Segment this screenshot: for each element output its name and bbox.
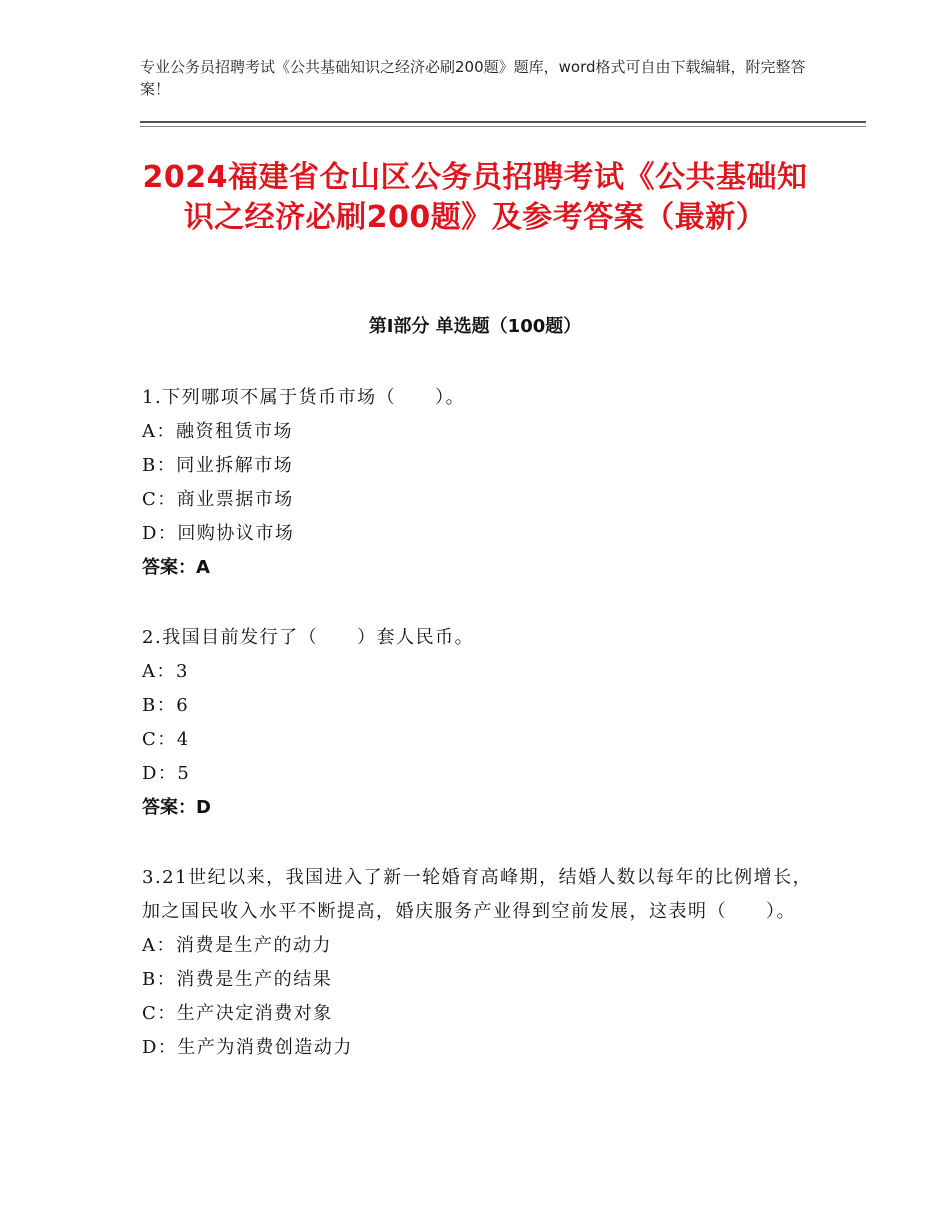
question-option-c: C：生产决定消费对象	[142, 1003, 333, 1024]
question-stem: 2.我国目前发行了（ ）套人民币。	[142, 627, 475, 648]
question-option-c: C：4	[142, 729, 190, 750]
question-option-b: B：消费是生产的结果	[142, 969, 333, 990]
question-option-b: B：6	[142, 695, 190, 716]
question-3	[142, 861, 822, 1065]
question-option-a: A：融资租赁市场	[142, 421, 293, 442]
question-spacer	[142, 825, 822, 861]
question-option-d: D：生产为消费创造动力	[142, 1037, 353, 1058]
question-stem: 3.21世纪以来，我国进入了新一轮婚育高峰期，结婚人数以每年的比例增长，加之国民收入水平不断提高，婚庆服务产业得到空前发展，这表明（ ）。	[142, 867, 813, 922]
question-answer: 答案：A	[142, 557, 210, 578]
question-option-c: C：商业票据市场	[142, 489, 294, 510]
document-title: 2024福建省仓山区公务员招聘考试《公共基础知识之经济必刷200题》及参考答案（最新）	[142, 160, 808, 235]
question-stem: 1.下列哪项不属于货币市场（ ）。	[142, 387, 466, 408]
question-option-a: A：3	[142, 661, 189, 682]
question-option-d: D：回购协议市场	[142, 523, 295, 544]
question-option-d: D：5	[142, 763, 191, 784]
question-spacer	[142, 585, 822, 621]
header-rule-thick	[140, 121, 866, 123]
question-list	[142, 381, 822, 1065]
header-note: 专业公务员招聘考试《公共基础知识之经济必刷200题》题库，word格式可自由下载编辑，附完整答案！	[140, 58, 806, 98]
header-rule-thin	[140, 126, 866, 127]
question-2	[142, 621, 822, 825]
question-option-a: A：消费是生产的动力	[142, 935, 332, 956]
section-title: 第Ⅰ部分 单选题（100题）	[368, 316, 582, 337]
question-1	[142, 381, 822, 585]
question-option-b: B：同业拆解市场	[142, 455, 294, 476]
question-answer: 答案：D	[142, 797, 211, 818]
